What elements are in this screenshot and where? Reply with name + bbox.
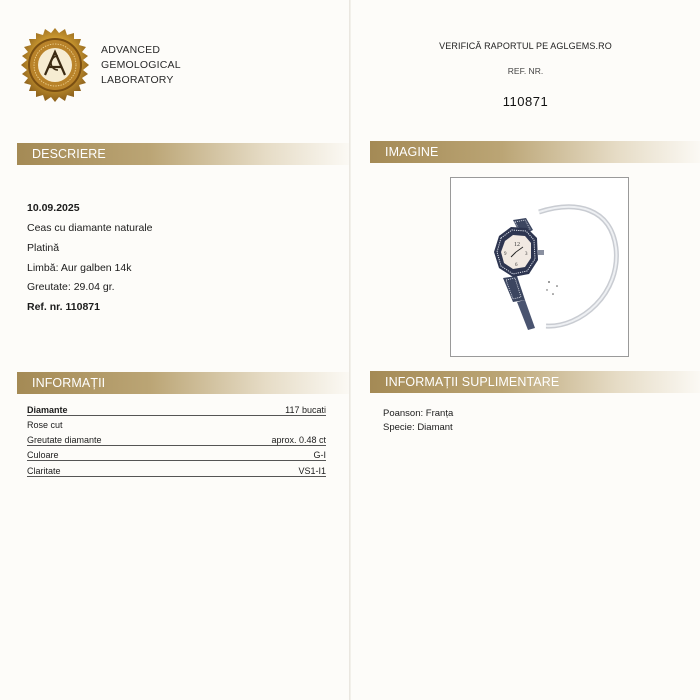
svg-text:3: 3 [525, 252, 528, 257]
ref-number-label: REF. NR. [507, 66, 544, 76]
info-label: Greutate diamante [27, 435, 102, 445]
item-tongue: Limbă: Aur galben 14k [27, 262, 132, 274]
info-row-greutate [27, 435, 326, 449]
lab-name [101, 43, 181, 88]
info-label: Claritate [27, 466, 61, 476]
section-bar-descriere [17, 143, 349, 165]
watch-photo [450, 177, 629, 357]
lab-name-line-1: ADVANCED [101, 44, 161, 56]
info-row-claritate [27, 466, 326, 480]
svg-text:9: 9 [504, 252, 507, 257]
agl-seal-logo [18, 28, 92, 102]
watch-image [451, 178, 628, 356]
section-title-descriere: DESCRIERE [32, 147, 106, 161]
item-weight: Greutate: 29.04 gr. [27, 281, 115, 293]
info-row-diamante [27, 405, 326, 419]
item-material: Platină [27, 242, 60, 254]
info-value: aprox. 0.48 ct [271, 435, 326, 445]
leader-line [27, 415, 326, 416]
info-label: Rose cut [27, 420, 63, 430]
info-row-culoare [27, 450, 326, 464]
leader-line [27, 460, 326, 461]
section-title-imagine: IMAGINE [385, 145, 439, 159]
poanson-text: Poanson: Franța [383, 408, 454, 419]
item-description: Ceas cu diamante naturale [27, 222, 153, 234]
lab-name-line-3: LABORATORY [101, 74, 174, 86]
section-bar-informatii-suplimentare [370, 371, 700, 393]
lab-name-line-2: GEMOLOGICAL [101, 59, 181, 71]
svg-text:6: 6 [515, 263, 518, 268]
section-bar-informatii [17, 372, 349, 394]
specie-text: Specie: Diamant [383, 422, 453, 433]
info-label: Culoare [27, 450, 59, 460]
svg-text:12: 12 [514, 242, 520, 248]
report-date: 10.09.2025 [27, 202, 80, 214]
section-bar-imagine [370, 141, 700, 163]
leader-line [27, 445, 326, 446]
info-value: 117 bucati [285, 405, 326, 415]
info-value: G-I [313, 450, 326, 460]
verify-link-text: VERIFICĂ RAPORTUL PE AGLGEMS.RO [439, 41, 612, 51]
info-row-cut [27, 420, 326, 434]
info-label: Diamante [27, 405, 68, 415]
leader-line [27, 476, 326, 477]
info-value: VS1-I1 [298, 466, 326, 476]
right-panel [351, 0, 700, 700]
ref-number: 110871 [502, 94, 549, 109]
left-panel [0, 0, 349, 700]
section-title-informatii-suplimentare: INFORMAȚII SUPLIMENTARE [385, 375, 560, 389]
item-ref: Ref. nr. 110871 [27, 301, 100, 313]
section-title-informatii: INFORMAȚII [32, 376, 106, 390]
